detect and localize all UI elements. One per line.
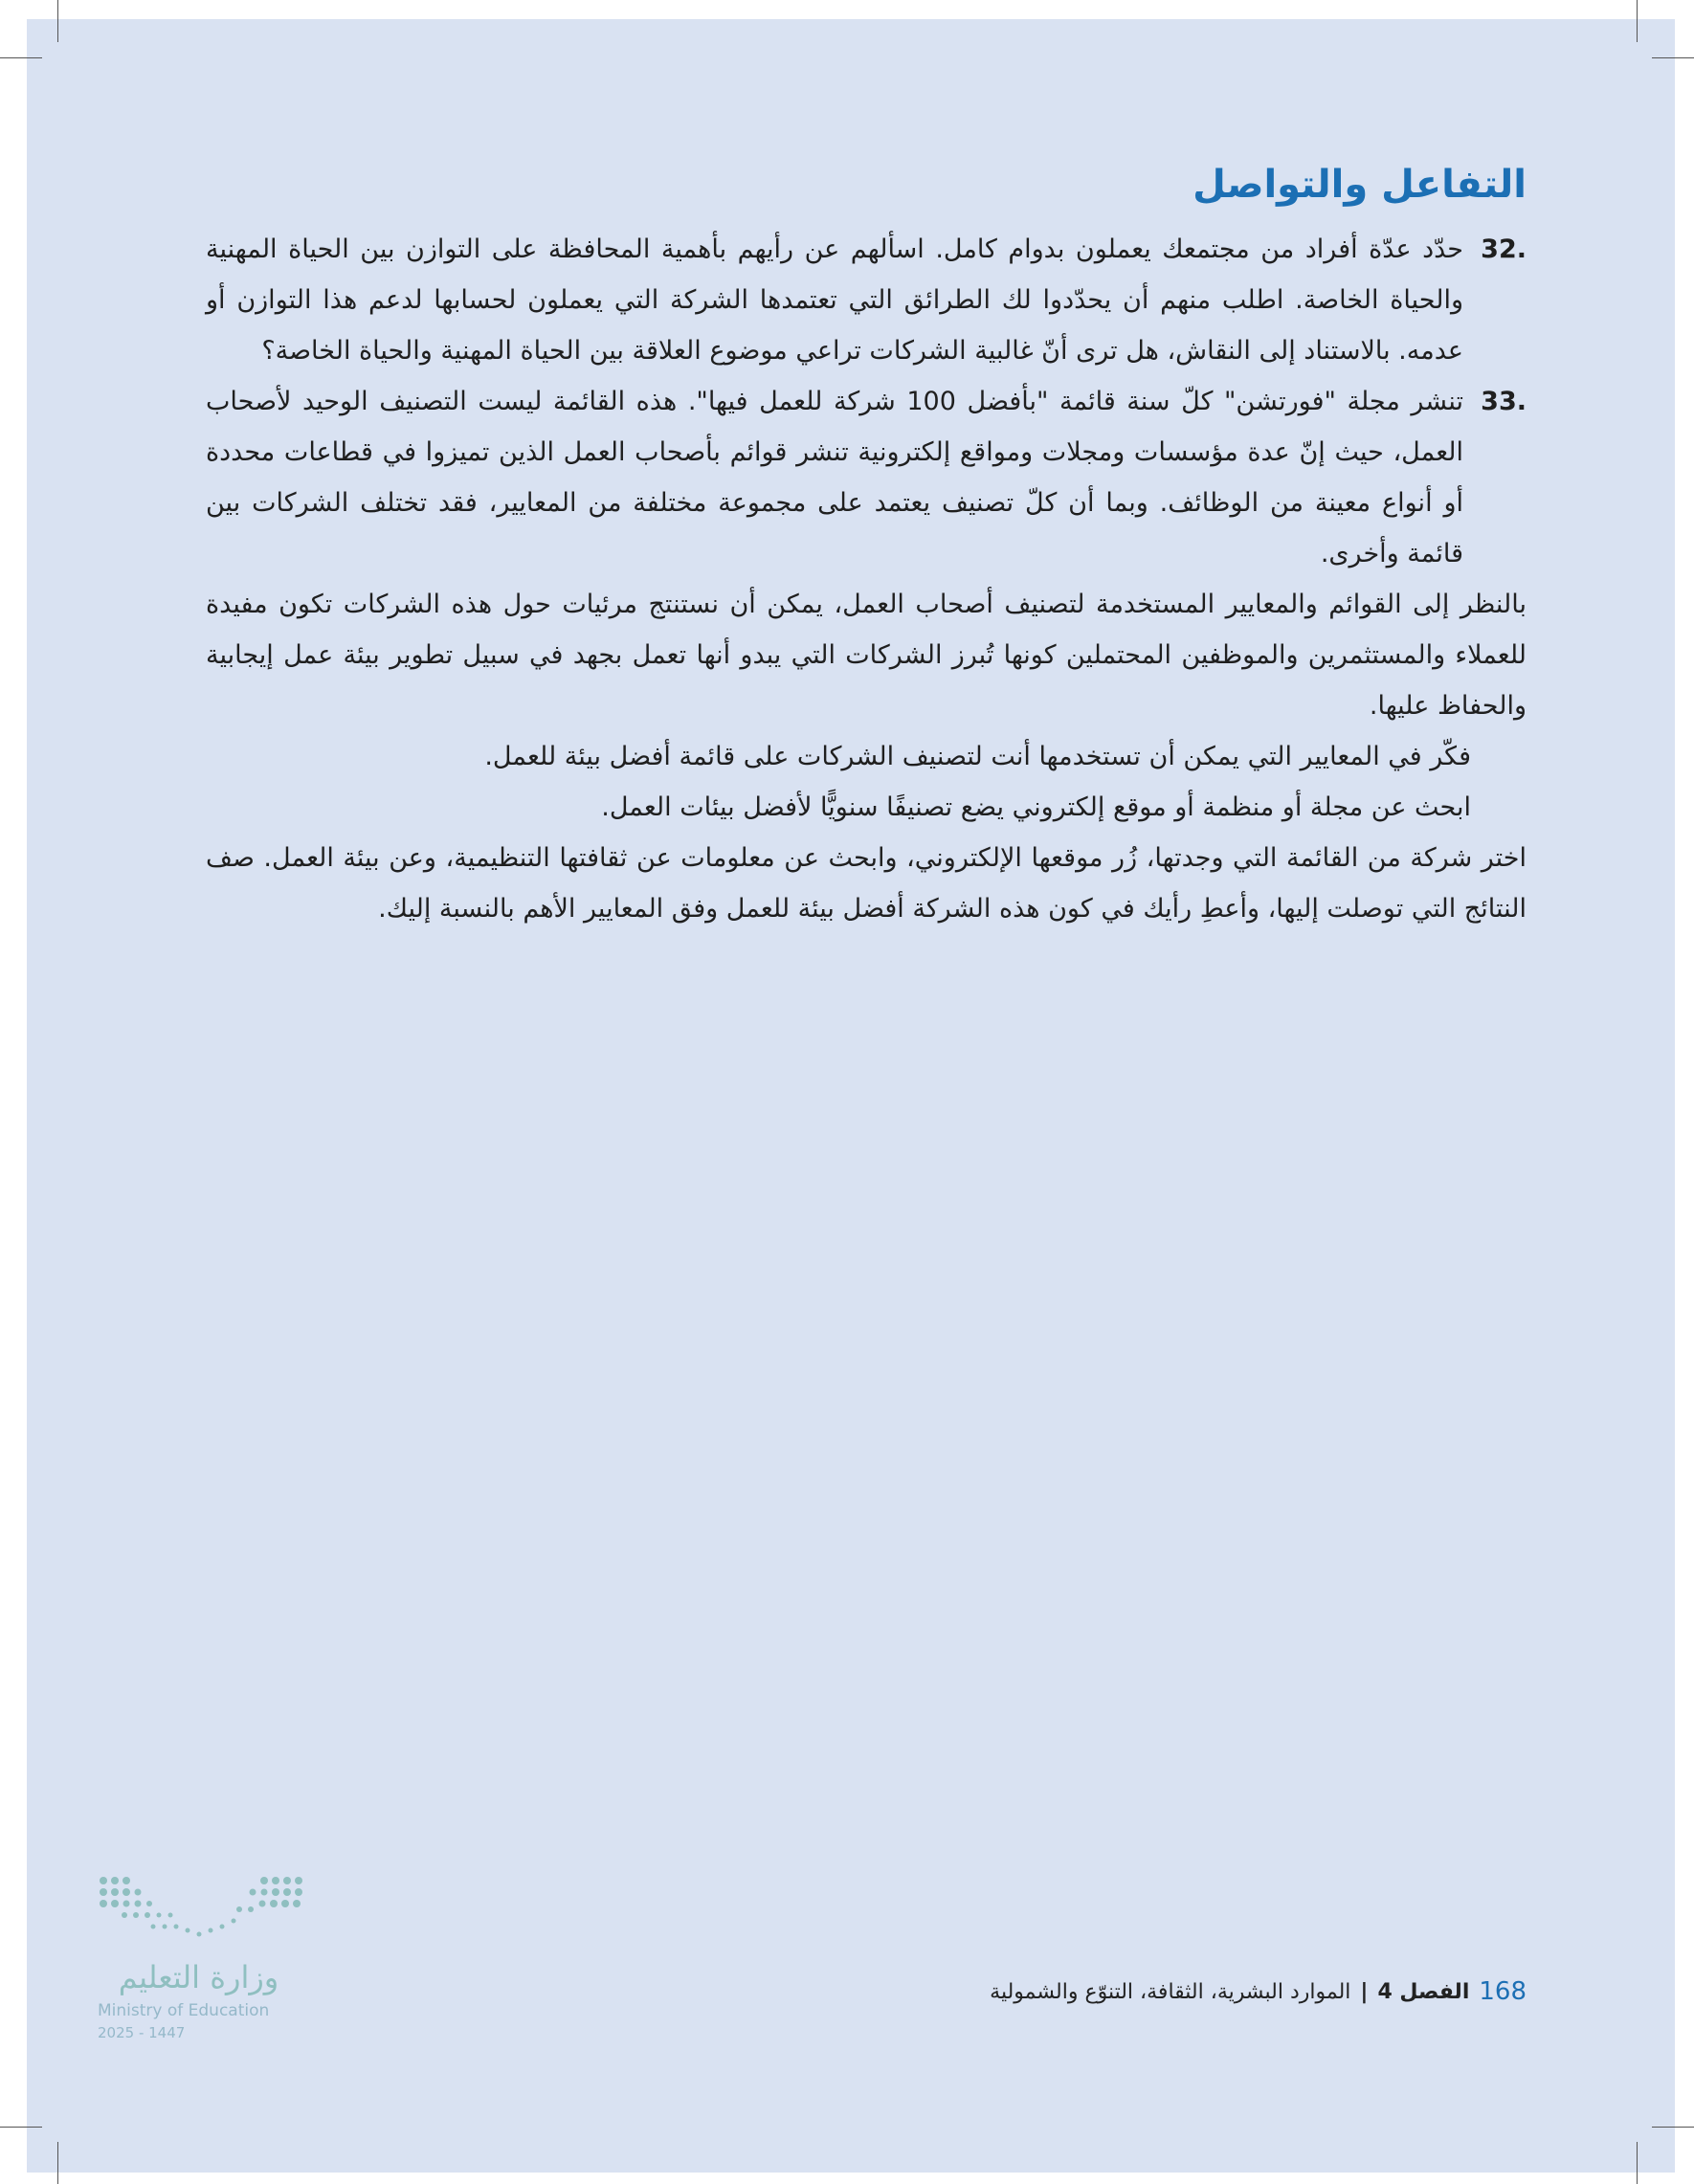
crop-mark-left-top	[0, 57, 42, 58]
crop-mark-right-top	[1652, 57, 1694, 58]
crop-mark-left-bottom	[0, 2127, 42, 2128]
page-number: 168	[1479, 1977, 1527, 2006]
crop-mark-top-left	[57, 0, 58, 42]
item-number: 32.	[1481, 234, 1527, 264]
paragraph-search-ranking: ابحث عن مجلة أو منظمة أو موقع إلكتروني يضع تصنيفًا سنويًّا لأفضل بيئات العمل.	[601, 792, 1471, 822]
paragraph-think-criteria: فكّر في المعايير التي يمكن أن تستخدمها أنت لتصنيف الشركات على قائمة أفضل بيئة للعمل.	[484, 742, 1471, 771]
item-number: 33.	[1481, 387, 1527, 416]
logo-dots-icon	[96, 1871, 306, 1943]
activity-item-32	[206, 224, 1527, 376]
section-title: التفاعل والتواصل	[1192, 163, 1527, 207]
chapter-title: الموارد البشرية، الثقافة، التنوّع والشمولية	[990, 1979, 1351, 2004]
crop-mark-bottom-right	[1637, 2142, 1638, 2184]
logo-arabic-text: وزارة التعليم	[118, 1959, 279, 1995]
page-footer	[947, 1977, 1527, 2006]
footer-separator: |	[1360, 1979, 1369, 2004]
chapter-label: الفصل 4	[1377, 1979, 1470, 2004]
ministry-logo	[96, 1871, 316, 2041]
activity-item-33	[206, 376, 1527, 579]
logo-year: 2025 - 1447	[98, 2024, 186, 2041]
crop-mark-top-right	[1637, 0, 1638, 42]
crop-mark-right-bottom	[1652, 2127, 1694, 2128]
paragraph-choose-company: اختر شركة من القائمة التي وجدتها، زُر موقعها الإلكتروني، وابحث عن معلومات عن ثقافتها التنظيمية، وعن بيئة العمل. صف النتائج التي توصلت إليها، وأعطِ رأيك في كون هذه الشركة أفضل بيئة للعمل وفق المعايير الأهم بالنسبة إليك.	[206, 843, 1527, 924]
item-text: حدّد عدّة أفراد من مجتمعك يعملون بدوام كامل. اسألهم عن رأيهم بأهمية المحافظة على التوازن بين الحياة المهنية والحياة الخاصة. اطلب منهم أن يحدّدوا لك الطرائق التي تعتمدها الشركة التي يعملون لحسابها لدعم هذا التوازن أو عدمه. بالاستناد إلى النقاش، هل ترى أنّ غالبية الشركات تراعي موضوع العلاقة بين الحياة المهنية والحياة الخاصة؟	[206, 234, 1463, 366]
logo-english-text: Ministry of Education	[98, 2001, 270, 2020]
crop-mark-bottom-left	[57, 2142, 58, 2184]
paragraph-intro: بالنظر إلى القوائم والمعايير المستخدمة لتصنيف أصحاب العمل، يمكن أن نستنتج مرئيات حول هذه الشركات تكون مفيدة للعملاء والمستثمرين والموظفين المحتملين كونها تُبرز الشركات التي يبدو أنها تعمل بجهد في سبيل تطوير بيئة عمل إيجابية والحفاظ عليها.	[206, 590, 1527, 721]
main-content	[206, 163, 1527, 934]
item-text: تنشر مجلة "فورتشن" كلّ سنة قائمة "بأفضل 100 شركة للعمل فيها". هذه القائمة ليست التصنيف الوحيد لأصحاب العمل، حيث إنّ عدة مؤسسات ومجلات ومواقع إلكترونية تنشر قوائم بأصحاب العمل الذين تميزوا في قطاعات محددة أو أنواع معينة من الوظائف. وبما أن كلّ تصنيف يعتمد على مجموعة مختلفة من المعايير، فقد تختلف الشركات بين قائمة وأخرى.	[206, 387, 1463, 568]
